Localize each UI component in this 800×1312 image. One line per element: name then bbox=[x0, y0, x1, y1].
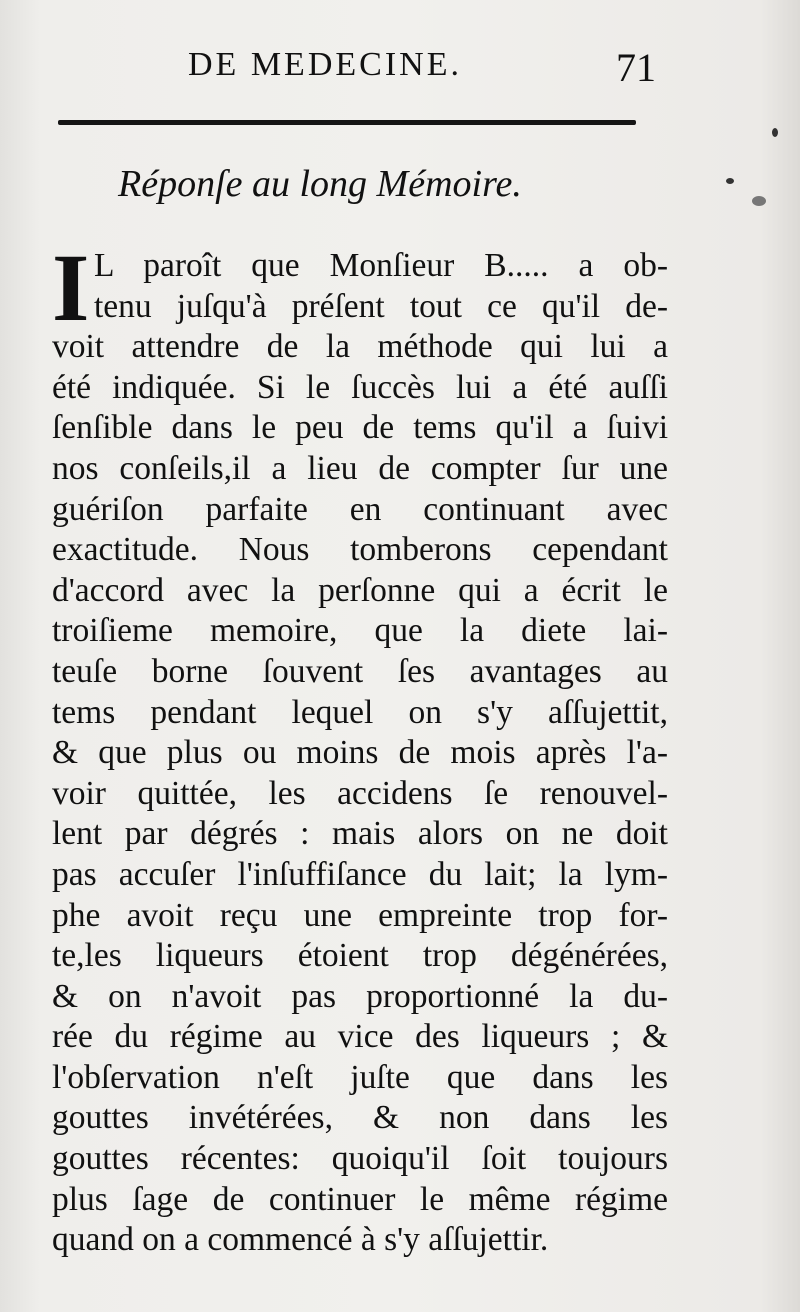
text-line: guériſon parfaite en continuant avec bbox=[52, 490, 668, 528]
text-line: voit attendre de la méthode qui lui a bbox=[52, 328, 668, 366]
text-line: L paroît que Monſieur B..... a ob- bbox=[94, 247, 668, 284]
text-line: pas accuſer l'inſuffiſance du lait; la lym- bbox=[52, 855, 668, 893]
ink-speck bbox=[752, 196, 766, 206]
text-line: d'accord avec la perſonne qui a écrit le bbox=[52, 571, 668, 609]
text-line: gouttes récentes: quoiqu'il ſoit toujours bbox=[52, 1140, 668, 1178]
text-line: plus ſage de continuer le même régime bbox=[52, 1180, 668, 1218]
page-header bbox=[60, 40, 660, 100]
text-line: tems pendant lequel on s'y aſſujettit, bbox=[52, 693, 668, 731]
body-text bbox=[52, 234, 668, 1261]
text-line: lent par dégrés : mais alors on ne doit bbox=[52, 815, 668, 853]
text-line: exactitude. Nous tomberons cependant bbox=[52, 531, 668, 569]
text-line: & que plus ou moins de mois après l'a- bbox=[52, 734, 668, 772]
header-rule bbox=[58, 120, 636, 125]
drop-cap: I bbox=[52, 234, 90, 341]
text-line: voir quittée, les accidens ſe renouvel- bbox=[52, 774, 668, 812]
text-line: & on n'avoit pas proportionné la du- bbox=[52, 977, 668, 1015]
text-line: l'obſervation n'eſt juſte que dans les bbox=[52, 1058, 668, 1096]
text-line: été indiquée. Si le ſuccès lui a été auſſi bbox=[52, 368, 668, 406]
running-head: DE MEDECINE. bbox=[188, 46, 462, 83]
text-line: gouttes invétérées, & non dans les bbox=[52, 1099, 668, 1137]
text-line: teuſe borne ſouvent ſes avantages au bbox=[52, 652, 668, 690]
text-line: ſenſible dans le peu de tems qu'il a ſuivi bbox=[52, 409, 668, 447]
text-line: rée du régime au vice des liqueurs ; & bbox=[52, 1018, 668, 1056]
section-title: Réponſe au long Mémoire. bbox=[118, 163, 522, 205]
text-line: te,les liqueurs étoient trop dégénérées, bbox=[52, 937, 668, 975]
ink-speck bbox=[772, 128, 778, 137]
page-number: 71 bbox=[616, 45, 656, 90]
ink-speck bbox=[726, 178, 734, 184]
text-line: quand on a commencé à s'y aſſujettir. bbox=[52, 1221, 549, 1259]
text-line: nos conſeils,il a lieu de compter ſur une bbox=[52, 449, 668, 487]
text-line: troiſieme memoire, que la diete lai- bbox=[52, 612, 668, 650]
text-line: tenu juſqu'à préſent tout ce qu'il de- bbox=[94, 287, 668, 325]
text-line: phe avoit reçu une empreinte trop for- bbox=[52, 896, 668, 934]
